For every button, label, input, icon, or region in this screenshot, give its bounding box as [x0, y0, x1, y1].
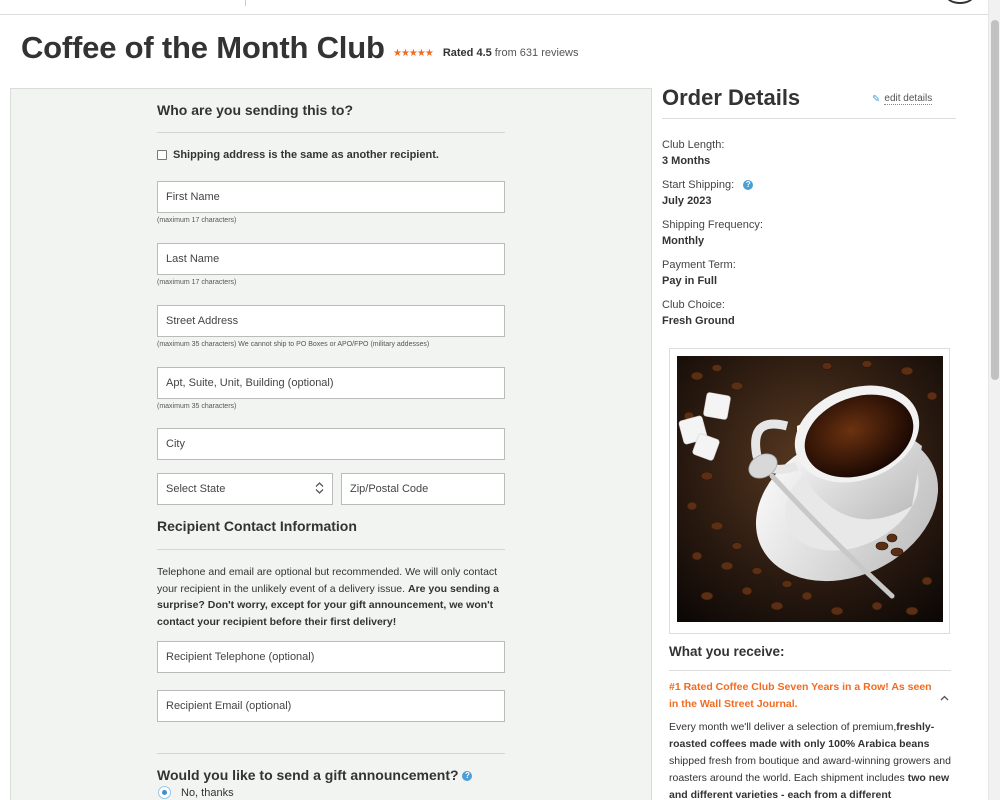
same-address-label: Shipping address is the same as another recipient. — [173, 149, 439, 161]
gift-announcement-heading — [157, 767, 472, 783]
contact-info-bold: Are you sending a surprise? Don't worry, except for your gift announcement, we won't contact your recipient before their first delivery! — [157, 582, 500, 628]
detail-label: Club Length: — [662, 139, 725, 151]
receive-body-3: shipped fresh from boutique and award-winning growers and roasters around the world. Each shipment includes — [669, 755, 951, 784]
receive-headline[interactable]: #1 Rated Coffee Club Seven Years in a Row! As seen in the Wall Street Journal. — [669, 681, 932, 710]
street-address-field[interactable]: Street Address — [157, 305, 505, 337]
scrollbar-thumb[interactable] — [991, 20, 999, 380]
receive-body-4: two new and different varieties - each from a different — [669, 772, 950, 800]
receive-body-2: freshly-roasted coffees made with only 100% Arabica beans — [669, 721, 935, 750]
detail-value: Pay in Full — [662, 275, 718, 287]
account-icon[interactable] — [946, 0, 974, 4]
rating-summary[interactable] — [393, 47, 579, 59]
same-address-row[interactable] — [157, 149, 439, 161]
apt-hint: (maximum 35 characters) — [157, 403, 237, 410]
recipient-email-field[interactable]: Recipient Email (optional) — [157, 690, 505, 722]
gift-option-no[interactable] — [158, 786, 234, 799]
updown-caret-icon — [315, 482, 324, 494]
detail-value: Monthly — [662, 235, 705, 247]
pencil-icon: ✎ — [872, 93, 881, 105]
help-icon[interactable]: ? — [462, 771, 472, 781]
top-nav-bar — [0, 0, 990, 15]
contact-heading: Recipient Contact Information — [157, 518, 357, 534]
detail-value: July 2023 — [662, 195, 712, 207]
detail-payment-term — [662, 257, 736, 289]
detail-label-row — [662, 177, 753, 193]
nav-divider — [245, 0, 246, 6]
help-icon[interactable]: ? — [743, 180, 753, 190]
receive-body-1: Every month we'll deliver a selection of premium, — [669, 721, 897, 733]
page-title: Coffee of the Month Club — [21, 30, 385, 65]
detail-label: Payment Term: — [662, 259, 736, 271]
zip-field[interactable]: Zip/Postal Code — [341, 473, 505, 505]
detail-club-choice — [662, 297, 735, 329]
detail-shipping-frequency — [662, 217, 763, 249]
rating-stars-icon: ★★★★★ — [393, 47, 433, 59]
divider — [662, 118, 956, 119]
detail-label: Start Shipping: — [662, 179, 735, 191]
detail-club-length — [662, 137, 724, 169]
rating-value: Rated 4.5 — [442, 47, 492, 59]
product-image — [669, 348, 950, 634]
state-select[interactable] — [157, 473, 333, 505]
street-address-hint: (maximum 35 characters) We cannot ship to PO Boxes or APO/FPO (military addesses) — [157, 341, 430, 348]
edit-details-link[interactable] — [872, 93, 932, 105]
detail-label: Shipping Frequency: — [662, 219, 763, 231]
contact-info-plain: Telephone and email are optional but recommended. We will only contact your recipient in the unlikely event of a delivery issue. — [157, 566, 498, 595]
coffee-cup-photo — [677, 356, 943, 622]
divider — [157, 549, 505, 550]
divider — [157, 753, 505, 754]
first-name-field[interactable]: First Name — [157, 181, 505, 213]
recipient-telephone-field[interactable]: Recipient Telephone (optional) — [157, 641, 505, 673]
last-name-field[interactable]: Last Name — [157, 243, 505, 275]
divider — [669, 670, 951, 671]
last-name-hint: (maximum 17 characters) — [157, 279, 237, 286]
contact-info-text — [157, 564, 505, 630]
divider — [157, 132, 505, 133]
apt-field[interactable]: Apt, Suite, Unit, Building (optional) — [157, 367, 505, 399]
gift-option-no-label: No, thanks — [181, 786, 234, 799]
receive-description — [669, 719, 951, 800]
what-you-receive-title: What you receive: — [669, 644, 785, 659]
detail-label: Club Choice: — [662, 299, 725, 311]
order-details-title: Order Details — [662, 85, 801, 110]
edit-details-label: edit details — [884, 93, 933, 104]
recipient-heading: Who are you sending this to? — [157, 102, 353, 118]
detail-start-shipping — [662, 177, 753, 209]
first-name-hint: (maximum 17 characters) — [157, 217, 237, 224]
gift-announcement-label: Would you like to send a gift announcement? — [157, 767, 459, 783]
page-scrollbar[interactable] — [988, 0, 1000, 800]
city-field[interactable]: City — [157, 428, 505, 460]
state-select-value: Select State — [166, 483, 226, 495]
chevron-up-icon[interactable] — [940, 693, 949, 704]
review-count: from 631 reviews — [494, 47, 579, 59]
gift-option-no-radio[interactable] — [158, 786, 171, 799]
same-address-checkbox[interactable] — [157, 150, 167, 160]
detail-value: 3 Months — [662, 155, 711, 167]
detail-value: Fresh Ground — [662, 315, 735, 327]
